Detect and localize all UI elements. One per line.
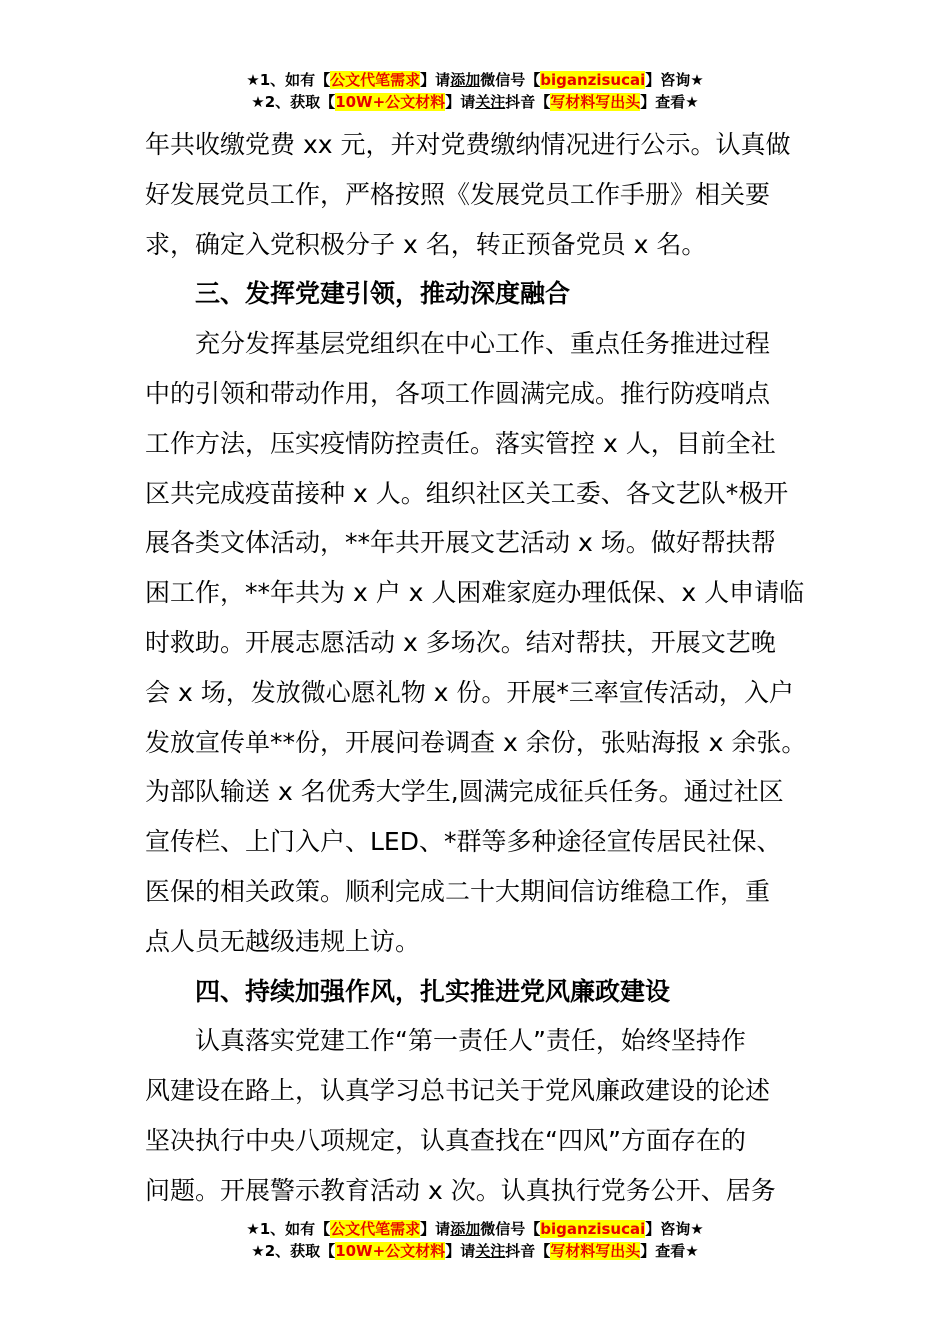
banner-highlight: 10W+公文材料 [335,93,446,111]
banner-highlight: biganzisucai [540,1220,646,1238]
banner-text: 】查看★ [640,93,699,111]
text-line: 宣传栏、上门入户、LED、*群等多种途径宣传居民社保、 [145,827,782,857]
banner-underline: 添加 [450,1220,481,1238]
text-line: 中的引领和带动作用，各项工作圆满完成。推行防疫哨点 [145,378,771,408]
document-body [145,120,825,1216]
section-heading: 三、发挥党建引领，推动深度融合 [195,279,571,309]
text-line: 风建设在路上，认真学习总书记关于党风廉政建设的论述 [145,1076,771,1106]
text-line: 区共完成疫苗接种 x 人。组织社区关工委、各文艺队*极开 [145,478,789,508]
banner-line-1 [0,69,950,91]
banner-text: 】咨询★ [645,71,704,89]
banner-underline: 添加 [450,71,481,89]
banner-highlight: biganzisucai [540,71,646,89]
text-line: 充分发挥基层党组织在中心工作、重点任务推进过程 [195,329,771,359]
text-line: 困工作，**年共为 x 户 x 人困难家庭办理低保、x 人申请临 [145,578,805,608]
banner-text: 抖音【 [505,93,551,111]
text-line: 时救助。开展志愿活动 x 多场次。结对帮扶，开展文艺晚 [145,627,776,657]
banner-highlight: 写材料写出头 [550,93,641,111]
banner-line-2 [0,91,950,113]
banner-text: ★2、获取【 [251,93,336,111]
banner-underline: 关注 [475,1242,506,1260]
banner-text: 】请 [445,1242,476,1260]
banner-line-2 [0,1240,950,1262]
banner-text: 微信号【 [480,1220,541,1238]
text-line: 展各类文体活动，**年共开展文艺活动 x 场。做好帮扶帮 [145,528,776,558]
banner-text: 】咨询★ [645,1220,704,1238]
header-banner [0,69,950,113]
banner-highlight: 10W+公文材料 [335,1242,446,1260]
banner-text: 】查看★ [640,1242,699,1260]
text-line: 认真落实党建工作“第一责任人”责任，始终坚持作 [195,1026,746,1056]
banner-text: 微信号【 [480,71,541,89]
text-line: 发放宣传单**份，开展问卷调查 x 余份，张贴海报 x 余张。 [145,727,807,757]
banner-text: ★1、如有【 [246,1220,331,1238]
section-heading: 四、持续加强作风，扎实推进党风廉政建设 [195,976,671,1006]
banner-text: 】请 [445,93,476,111]
text-line: 求，确定入党积极分子 x 名，转正预备党员 x 名。 [145,229,707,259]
text-line: 会 x 场，发放微心愿礼物 x 份。开展*三率宣传活动，入户 [145,677,794,707]
banner-highlight: 公文代笔需求 [330,71,421,89]
text-line: 医保的相关政策。顺利完成二十大期间信访维稳工作，重 [145,876,771,906]
text-line: 问题。开展警示教育活动 x 次。认真执行党务公开、居务 [145,1175,776,1205]
banner-text: 】请 [420,71,451,89]
banner-text: 抖音【 [505,1242,551,1260]
banner-underline: 关注 [475,93,506,111]
banner-text: 】请 [420,1220,451,1238]
text-line: 为部队输送 x 名优秀大学生,圆满完成征兵任务。通过社区 [145,777,784,807]
text-line: 年共收缴党费 xx 元，并对党费缴纳情况进行公示。认真做 [145,130,791,159]
banner-highlight: 公文代笔需求 [330,1220,421,1238]
footer-banner [0,1218,950,1262]
text-line: 坚决执行中央八项规定，认真查找在“四风”方面存在的 [145,1125,746,1155]
text-line: 好发展党员工作，严格按照《发展党员工作手册》相关要 [145,179,771,209]
text-line: 点人员无越级违规上访。 [145,926,421,956]
text-line: 工作方法，压实疫情防控责任。落实管控 x 人，目前全社 [145,428,776,458]
banner-line-1 [0,1218,950,1240]
banner-highlight: 写材料写出头 [550,1242,641,1260]
banner-text: ★1、如有【 [246,71,331,89]
banner-text: ★2、获取【 [251,1242,336,1260]
